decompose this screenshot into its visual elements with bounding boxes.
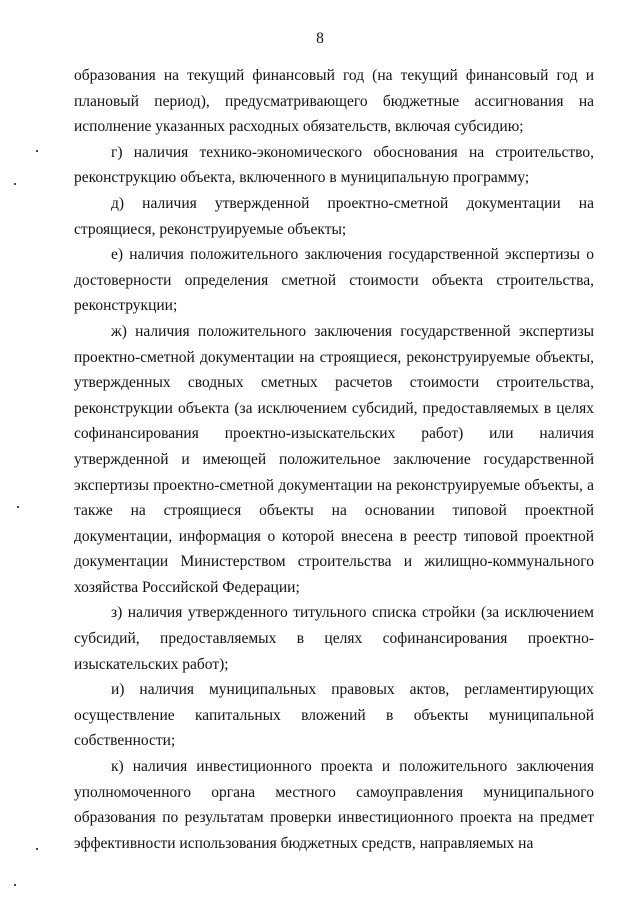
- paragraph-e: е) наличия положительного заключения государственной экспертизы о достоверности определения сметной стоимости объекта строительства, реконструкции;: [74, 246, 594, 315]
- scan-mark: [14, 884, 16, 886]
- document-body: [74, 63, 594, 856]
- scan-mark: [36, 150, 38, 152]
- paragraph-continuation: образования на текущий финансовый год (на текущий финансовый год и плановый период), предусматривающего бюджетные ассигнования на исполнение указанных расходных обязательств, включая субсидию;: [74, 67, 594, 136]
- scan-mark: [17, 506, 19, 508]
- paragraph-z: з) наличия утвержденного титульного списка стройки (за исключением субсидий, предоставляемых в целях софинансирования проектно-изыскательских работ);: [74, 604, 594, 673]
- paragraph-zh: ж) наличия положительного заключения государственной экспертизы проектно-сметной документации на строящиеся, реконструируемые объекты, утвержденных сводных сметных расчетов стоимости строительства, реконструкции объекта (за исключением субсидий, предоставляемых в целях софинансирования проектно-изыскательских работ) или наличия утвержденной и имеющей положительное заключение государственной экспертизы проектно-сметной документации на реконструируемые объекты, а также на строящиеся объекты на основании типовой проектной документации, информация о которой внесена в реестр типовой проектной документации Министерством строительства и жилищно-коммунального хозяйства Российской Федерации;: [74, 322, 594, 596]
- paragraph-g: г) наличия технико-экономического обоснования на строительство, реконструкцию объекта, включенного в муниципальную программу;: [74, 143, 594, 187]
- scan-mark: [36, 848, 38, 850]
- paragraph-k: к) наличия инвестиционного проекта и положительного заключения уполномоченного органа местного самоуправления муниципального образования по результатам проверки инвестиционного проекта на предмет эффективности использования бюджетных средств, направляемых на: [74, 758, 594, 852]
- page-number: 8: [316, 30, 324, 47]
- scan-mark: [14, 183, 16, 185]
- paragraph-d: д) наличия утвержденной проектно-сметной документации на строящиеся, реконструируемые объекты;: [74, 194, 594, 238]
- paragraph-i: и) наличия муниципальных правовых актов, регламентирующих осуществление капитальных вложений в объекты муниципальной собственности;: [74, 681, 594, 750]
